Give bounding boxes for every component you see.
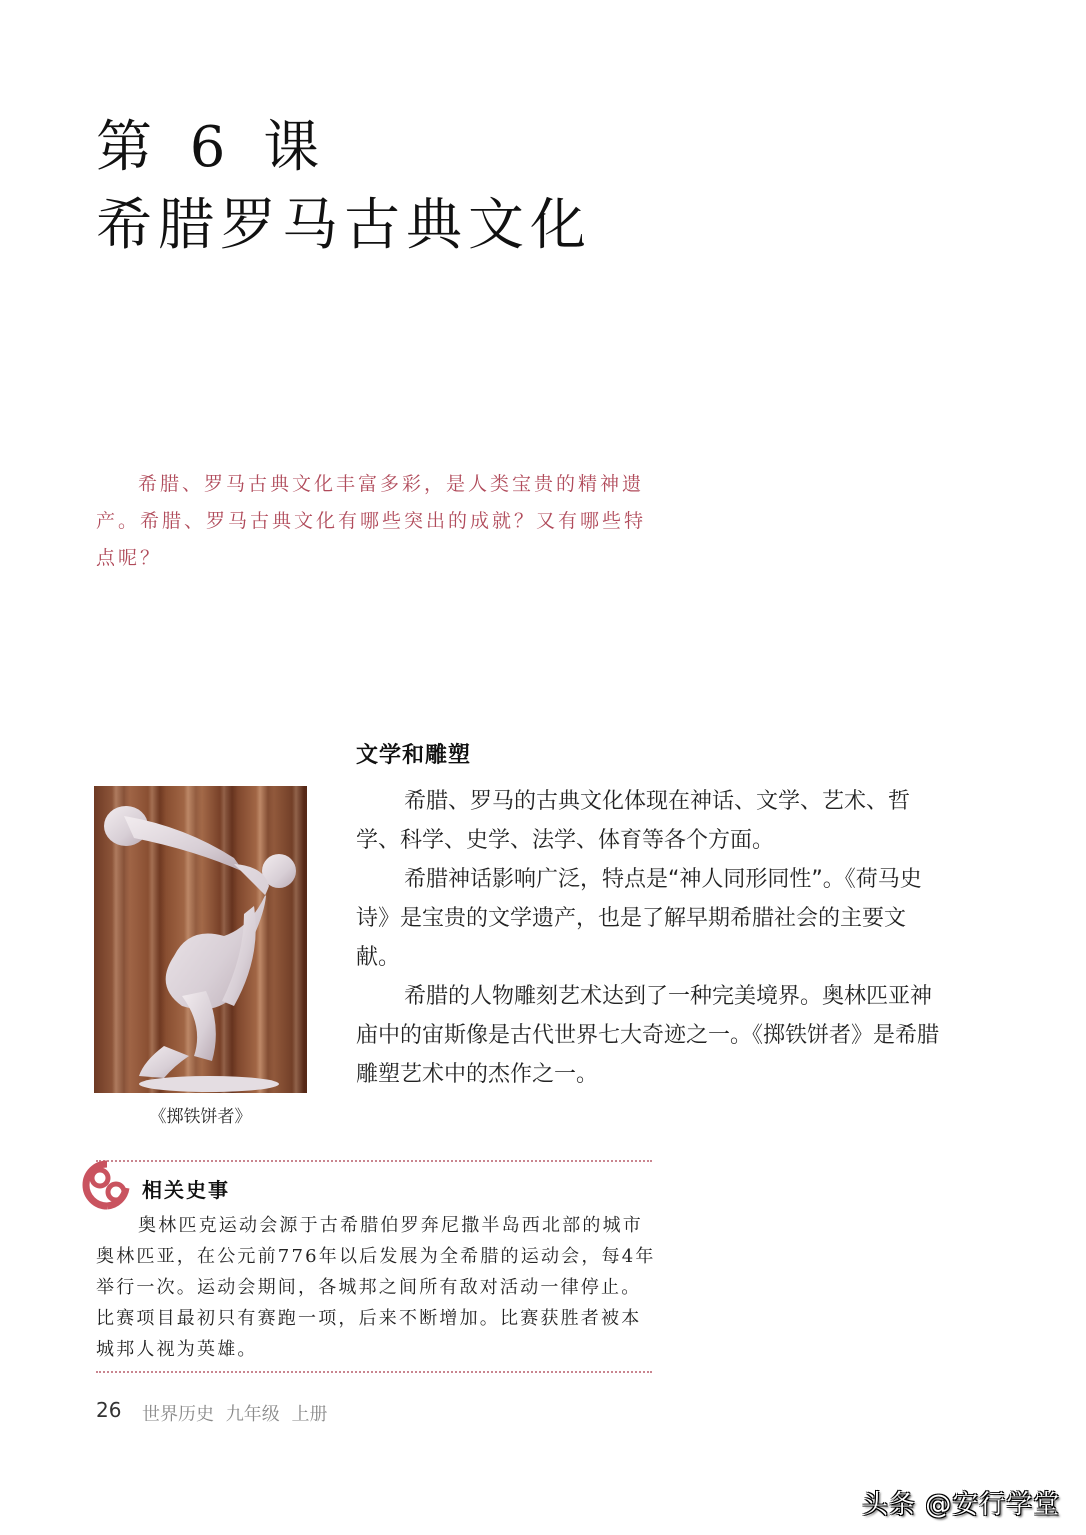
discus-thrower-statue-image xyxy=(94,786,307,1093)
box-bottom-divider xyxy=(96,1371,652,1373)
lesson-number: 第 6 课 xyxy=(96,115,330,180)
figure-caption: 《掷铁饼者》 xyxy=(149,1107,252,1127)
paragraph: 希腊的人物雕刻艺术达到了一种完美境界。奥林匹亚神庙中的宙斯像是古代世界七大奇迹之一。《掷铁饼者》是希腊雕塑艺术中的杰作之一。 xyxy=(356,984,940,1087)
statue-icon xyxy=(94,786,307,1093)
discus-thrower-figure xyxy=(94,786,307,1093)
section-body xyxy=(356,782,948,1094)
lesson-title: 希腊罗马古典文化 xyxy=(96,193,592,258)
watermark: 头条 @安行学堂 xyxy=(862,1490,1061,1520)
page-number: 26 xyxy=(96,1398,122,1422)
paragraph: 希腊、罗马的古典文化体现在神话、文学、艺术、哲学、科学、史学、法学、体育等各个方面。 xyxy=(356,789,911,853)
section-heading: 文学和雕塑 xyxy=(356,743,472,768)
book-title: 世界历史 九年级 上册 xyxy=(142,1404,328,1425)
lesson-intro: 希腊、罗马古典文化丰富多彩，是人类宝贵的精神遗产。希腊、罗马古典文化有哪些突出的成就？又有哪些特点呢？ xyxy=(96,473,647,569)
related-history-text: 奥林匹克运动会源于古希腊伯罗奔尼撒半岛西北部的城市奥林匹亚，在公元前776年以后发展为全希腊的运动会，每4年举行一次。运动会期间，各城邦之间所有敌对活动一律停止。比赛项目最初只有赛跑一项，后来不断增加。比赛获胜者被本城邦人视为英雄。 xyxy=(96,1215,656,1360)
box-top-divider xyxy=(96,1160,652,1162)
related-history-logo-icon xyxy=(80,1158,134,1212)
paragraph: 希腊神话影响广泛，特点是“神人同形同性”。《荷马史诗》是宝贵的文学遗产，也是了解早期希腊社会的主要文献。 xyxy=(356,867,922,970)
related-history-title: 相关史事 xyxy=(142,1178,230,1202)
